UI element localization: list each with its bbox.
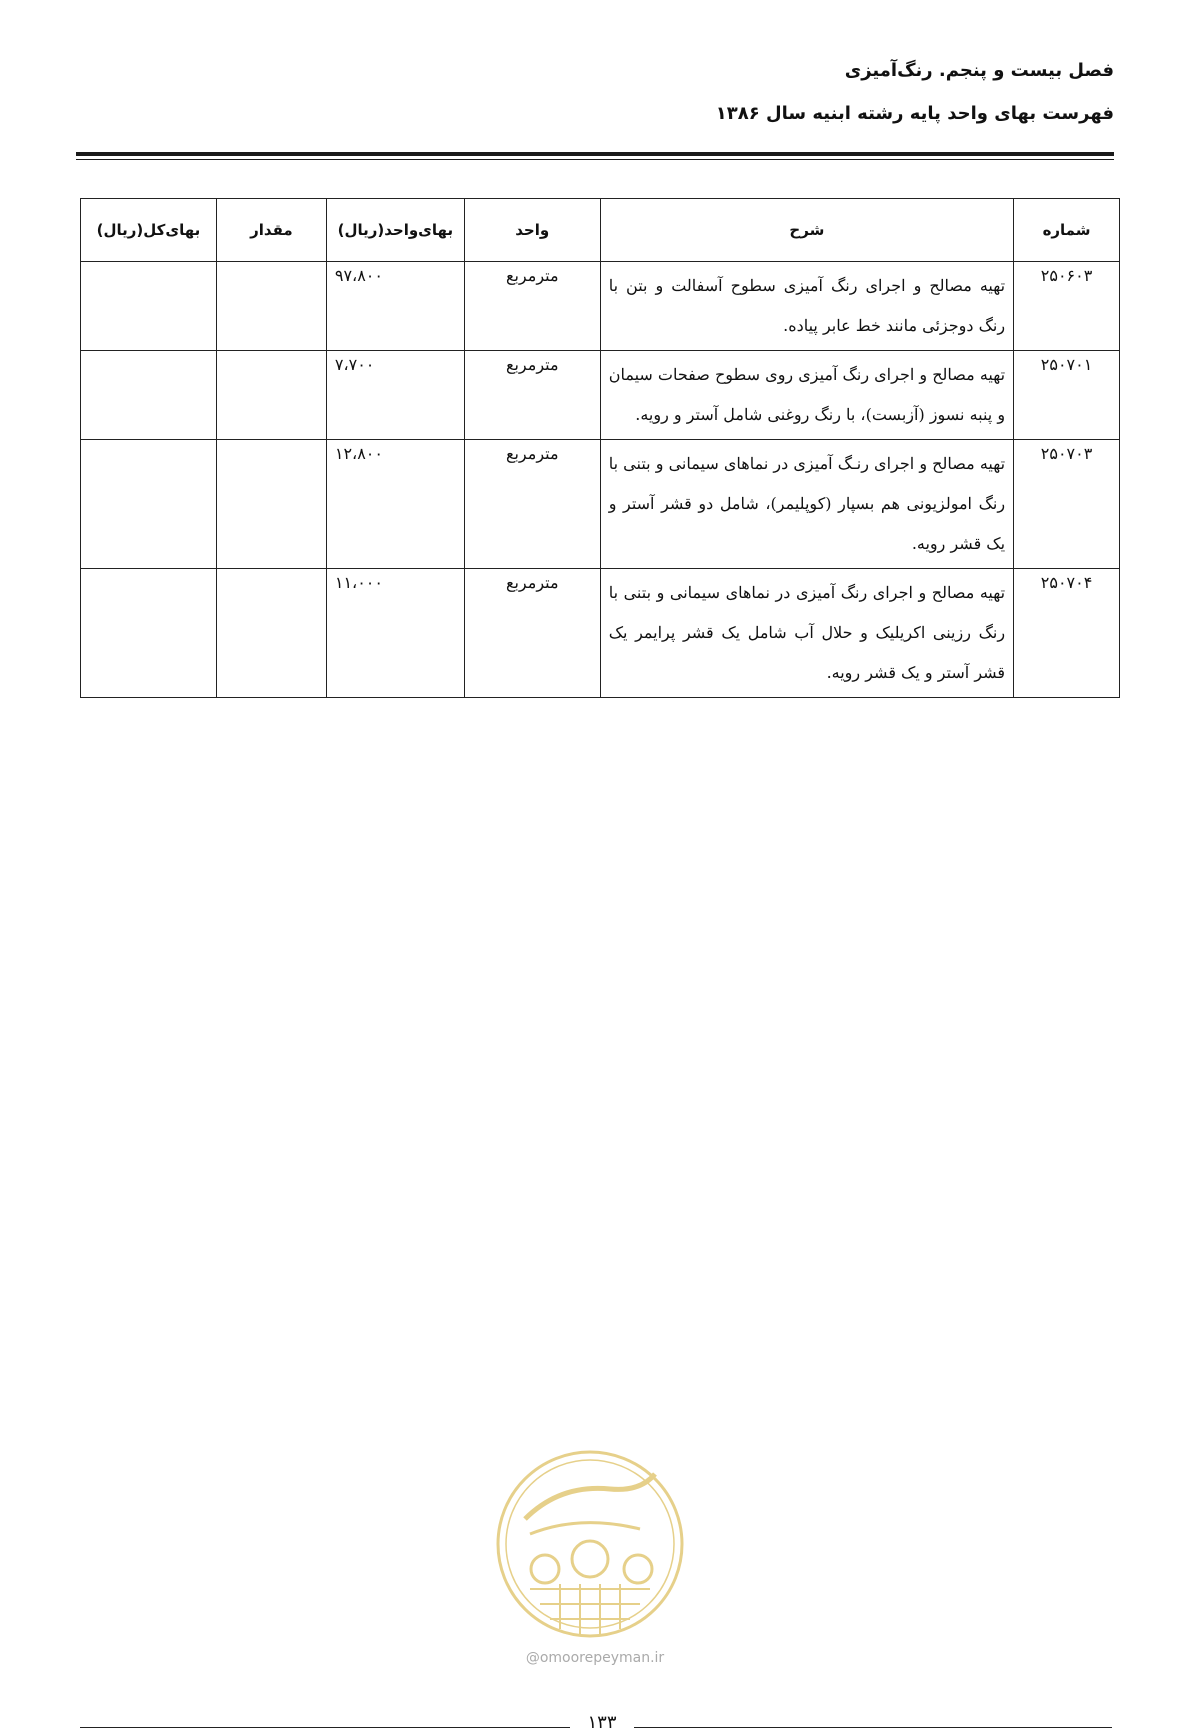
watermark-site: @omoorepeyman.ir	[525, 1650, 665, 1666]
table-row	[81, 262, 1120, 351]
item-total-price	[81, 440, 217, 569]
header-rule-thick	[76, 152, 1114, 156]
column-header-code: شماره	[1014, 199, 1120, 262]
item-quantity	[216, 569, 326, 698]
price-list-title: فهرست بهای واحد پایه رشته ابنیه سال ۱۳۸۶	[715, 103, 1114, 124]
item-unit-price: ۷،۷۰۰	[326, 351, 464, 440]
table-row	[81, 440, 1120, 569]
item-quantity	[216, 440, 326, 569]
page-header	[716, 60, 1114, 124]
page-number: ۱۳۳	[587, 1712, 617, 1733]
item-code: ۲۵۰۷۰۳	[1014, 440, 1120, 569]
item-unit: مترمربع	[464, 262, 600, 351]
table-row	[81, 351, 1120, 440]
chapter-title: فصل بیست و پنجم. رنگ‌آمیزی	[844, 60, 1114, 81]
item-code: ۲۵۰۷۰۱	[1014, 351, 1120, 440]
item-unit-price: ۱۲،۸۰۰	[326, 440, 464, 569]
footer-rule-right	[634, 1727, 1112, 1728]
column-header-unit: واحد	[464, 199, 600, 262]
header-rule-thin	[76, 159, 1114, 160]
item-quantity	[216, 262, 326, 351]
item-unit-price: ۹۷،۸۰۰	[326, 262, 464, 351]
table-header-row	[81, 199, 1120, 262]
omoorepeyman-logo	[490, 1444, 690, 1644]
table-row	[81, 569, 1120, 698]
item-unit: مترمربع	[464, 351, 600, 440]
item-description: تهیه مصالح و اجرای رنـگ آمیزی در نماهای سیمانی و بتنی با رنگ امولزیونی هم بسپار (کوپلیمر)، شامل دو قشر آستر و یک قشر رویه.	[600, 440, 1013, 569]
item-unit: مترمربع	[464, 440, 600, 569]
item-total-price	[81, 351, 217, 440]
column-header-description: شرح	[600, 199, 1013, 262]
item-description: تهیه مصالح و اجرای رنگ آمیزی روی سطوح صفحات سیمان و پنبه نسوز (آزبست)، با رنگ روغنی شامل آستر و رویه.	[600, 351, 1013, 440]
item-description: تهیه مصالح و اجرای رنگ آمیزی در نماهای سیمانی و بتنی با رنگ رزینی اکریلیک و حلال آب شامل یک قشر پرایمر یک قشر آستر و یک قشر رویه.	[600, 569, 1013, 698]
column-header-total-price: بهای‌کل(ریال)	[81, 199, 217, 262]
column-header-unit-price: بهای‌واحد(ریال)	[326, 199, 464, 262]
item-code: ۲۵۰۶۰۳	[1014, 262, 1120, 351]
item-unit-price: ۱۱،۰۰۰	[326, 569, 464, 698]
item-total-price	[81, 569, 217, 698]
item-code: ۲۵۰۷۰۴	[1014, 569, 1120, 698]
item-unit: مترمربع	[464, 569, 600, 698]
column-header-quantity: مقدار	[216, 199, 326, 262]
item-quantity	[216, 351, 326, 440]
item-description: تهیه مصالح و اجرای رنگ آمیزی سطوح آسفالت و بتن با رنگ دوجزئی مانند خط عابر پیاده.	[600, 262, 1013, 351]
item-total-price	[81, 262, 217, 351]
price-items-table	[80, 198, 1120, 698]
footer-rule-left	[80, 1727, 570, 1728]
